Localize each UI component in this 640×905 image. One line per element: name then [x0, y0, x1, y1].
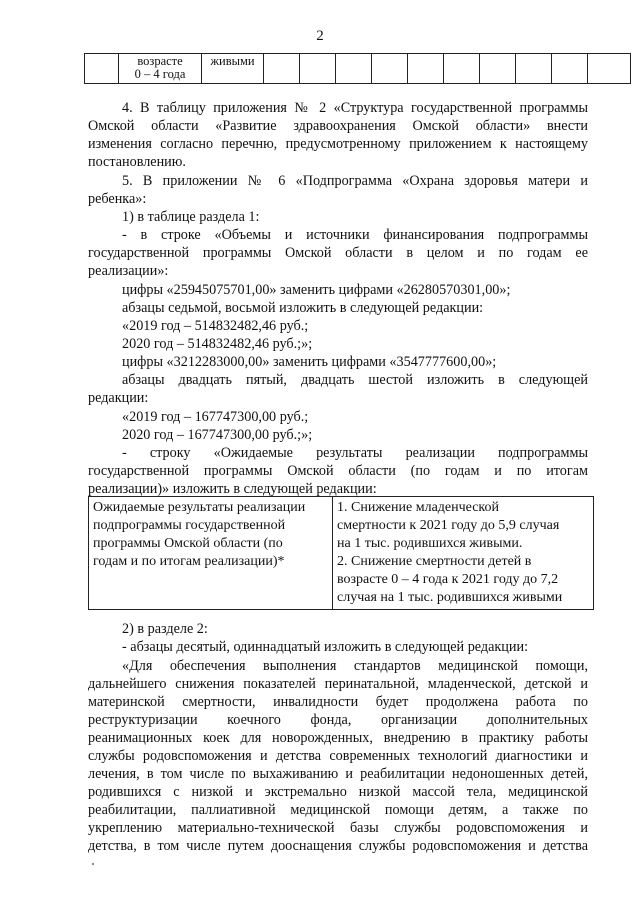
table-cell	[408, 54, 444, 84]
table-cell	[444, 54, 480, 84]
paragraph-line: цифры «25945075701,00» заменить цифрами «26280570301,00»;	[122, 282, 511, 298]
paragraph-line: Омской области «Развитие здравоохранения Омской области» внести	[88, 118, 588, 134]
paragraph-line: «Для обеспечения выполнения стандартов медицинской помощи,	[122, 658, 588, 674]
paragraph-line: - в строке «Объемы и источники финансирования подпрограммы	[122, 227, 588, 243]
paragraph-line: изменения согласно перечню, предусмотренному приложением к настоящему	[88, 136, 588, 152]
paragraph-line: службы родовспоможения и детства современных технологий диагностики и	[88, 748, 588, 764]
page-number: 2	[316, 28, 324, 44]
table-cell-age	[119, 54, 202, 84]
cell-line: годам и по итогам реализации)*	[93, 554, 285, 569]
cell-line: возрасте 0 – 4 года к 2021 году до 7,2	[337, 572, 559, 587]
table-row	[89, 497, 594, 610]
paragraph-line: - абзацы десятый, одиннадцатый изложить в следующей редакции:	[122, 639, 529, 655]
paragraph-line: государственной программы Омской области в целом и по годам ее	[88, 245, 588, 261]
cell-line: смертности к 2021 году до 5,9 случая	[337, 518, 560, 533]
paragraph-line: 2020 год – 514832482,46 руб.;»;	[122, 336, 313, 352]
cell-line: 1. Снижение младенческой	[337, 500, 500, 515]
table-cell	[372, 54, 408, 84]
cell-line: 0 – 4 года	[134, 67, 186, 81]
paragraph-line: реализации»:	[88, 263, 169, 279]
cell-line: 2. Снижение смертности детей в	[337, 554, 532, 569]
paragraph-line: редакции:	[88, 390, 149, 406]
continued-table	[84, 53, 631, 84]
paragraph-line: детства, в том числе путем дооснащения службы родовспоможения и детства	[88, 838, 588, 854]
paragraph-line: реабилитации, паллиативной медицинской помощи детям, а также по	[88, 802, 588, 818]
table-cell	[480, 54, 516, 84]
table-cell	[588, 54, 631, 84]
cell-line: случая на 1 тыс. родившихся живыми	[337, 590, 563, 605]
paragraph-line: реанимационных коек для новорожденных, внедрению в практику работы	[88, 730, 588, 746]
paragraph-line: материнской смертности, инвалидности будет продолжена работа по	[88, 694, 588, 710]
paragraph-line: 2020 год – 167747300,00 руб.;»;	[122, 427, 313, 443]
table-cell	[552, 54, 588, 84]
paragraph-line: постановлению.	[88, 154, 186, 170]
cell-line: возрасте	[137, 54, 183, 68]
paragraph-line: реализации)» изложить в следующей редакции:	[88, 481, 377, 497]
paragraph-line: государственной программы Омской области (по годам и по итогам	[88, 463, 588, 479]
paragraph-line: ребенка»:	[88, 191, 147, 207]
cell-line: подпрограммы государственной	[93, 518, 286, 533]
table-cell	[300, 54, 336, 84]
paragraph-line: абзацы двадцать пятый, двадцать шестой изложить в следующей	[122, 372, 588, 388]
paragraph-line: реструктуризации коечного фонда, организации дополнительных	[88, 712, 588, 728]
table-row	[85, 54, 631, 84]
results-value-cell	[333, 497, 594, 610]
results-label-cell	[89, 497, 333, 610]
paragraph-line: 2) в разделе 2:	[122, 621, 208, 637]
paragraph-line: 1) в таблице раздела 1:	[122, 209, 260, 225]
paragraph-line: «2019 год – 514832482,46 руб.;	[122, 318, 309, 334]
paragraph-line: родившихся с низкой и экстремально низкой массой тела, медицинской	[88, 784, 588, 800]
scan-speck	[92, 863, 94, 865]
cell-line: программы Омской области (по	[93, 536, 283, 551]
table-cell	[516, 54, 552, 84]
table-cell	[85, 54, 119, 84]
paragraph-line: укреплению материально-технической базы службы родовспоможения и	[88, 820, 588, 836]
table-cell-alive: живыми	[202, 54, 264, 84]
paragraph-line: 4. В таблицу приложения № 2 «Структура государственной программы	[122, 100, 588, 116]
paragraph-line: лечения, в том числе по выхаживанию и реабилитации недоношенных детей,	[88, 766, 588, 782]
paragraph-line: 5. В приложении № 6 «Подпрограмма «Охрана здоровья матери и	[122, 173, 588, 189]
cell-line: на 1 тыс. родившихся живыми.	[337, 536, 523, 551]
paragraph-line: - строку «Ожидаемые результаты реализации подпрограммы	[122, 445, 588, 461]
results-table	[88, 496, 594, 610]
paragraph-line: цифры «3212283000,00» заменить цифрами «3547777600,00»;	[122, 354, 497, 370]
paragraph-line: абзацы седьмой, восьмой изложить в следующей редакции:	[122, 300, 484, 316]
table-cell	[336, 54, 372, 84]
paragraph-line: дальнейшего снижения показателей перинатальной, младенческой, детской и	[88, 676, 588, 692]
paragraph-line: «2019 год – 167747300,00 руб.;	[122, 409, 309, 425]
table-cell	[264, 54, 300, 84]
cell-line: Ожидаемые результаты реализации	[93, 500, 306, 515]
